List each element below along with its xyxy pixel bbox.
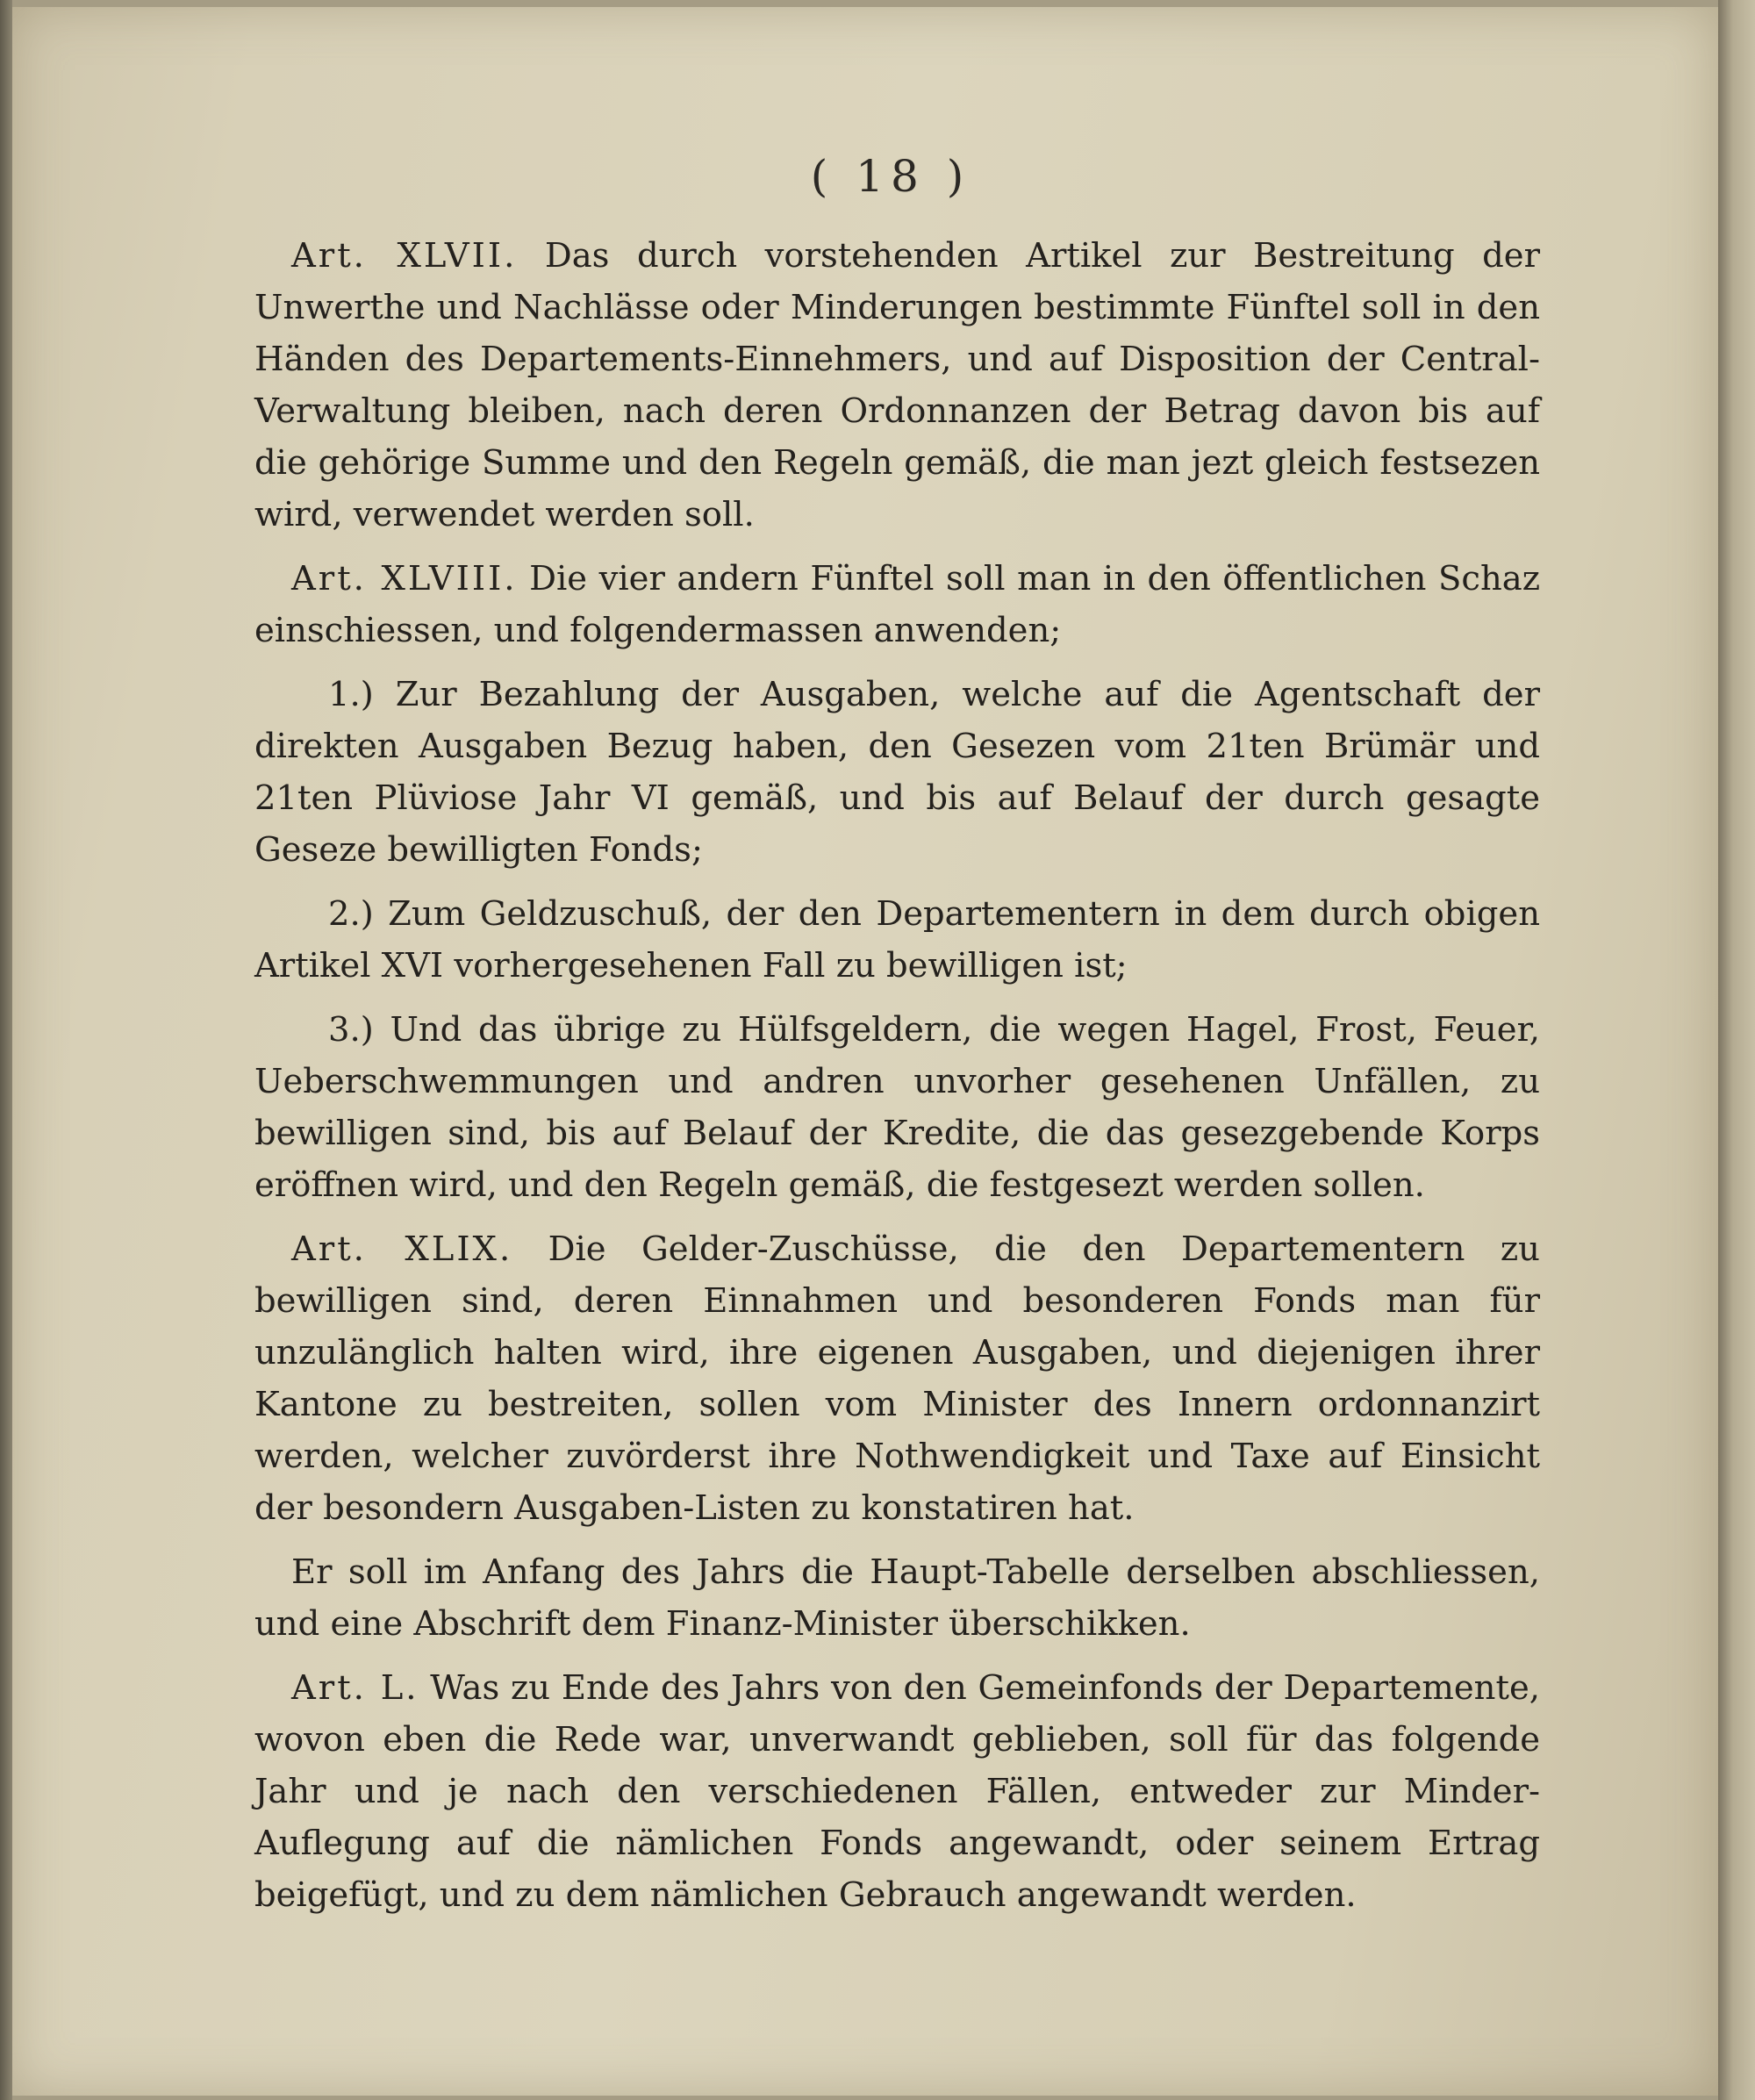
paragraph-text: Er soll im Anfang des Jahrs die Haupt-Tabelle derselben abschliessen, und eine Abschrift dem Finanz-Minister überschikken. bbox=[254, 1552, 1540, 1644]
item-number: 2.) bbox=[328, 894, 374, 934]
item-text: Zur Bezahlung der Ausgaben, welche auf die Agentschaft der direkten Ausgaben Bezug haben, den Gesezen vom 21ten Brümär und 21ten Plüviose Jahr VI gemäß, und bis auf Belauf der durch gesagte Geseze bewilligten Fonds; bbox=[254, 675, 1540, 870]
article-xlvii bbox=[254, 230, 1540, 541]
article-text: Die Gelder-Zuschüsse, die den Departementern zu bewilligen sind, deren Einnahmen und besonderen Fonds man für unzulänglich halten wird, ihre eigenen Ausgaben, und diejenigen ihrer Kantone zu bestreiten, sollen vom Minister des Innern ordonnanzirt werden, welcher zuvörderst ihre Nothwendigkeit und Taxe auf Einsicht der besondern Ausgaben-Listen zu konstatiren hat. bbox=[254, 1229, 1540, 1528]
list-item-2 bbox=[254, 888, 1540, 992]
item-number: 3.) bbox=[328, 1010, 374, 1050]
article-label: Art. XLIX. bbox=[291, 1229, 513, 1269]
item-number: 1.) bbox=[328, 675, 374, 714]
article-xlviii bbox=[254, 553, 1540, 656]
article-text: Das durch vorstehenden Artikel zur Bestreitung der Unwerthe und Nachlässe oder Minderungen bestimmte Fünftel soll in den Händen des Departements-Einnehmers, und auf Disposition der Central-Verwaltung bleiben, nach deren Ordonnanzen der Betrag davon bis auf die gehörige Summe und den Regeln gemäß, die man jezt gleich festsezen wird, verwendet werden soll. bbox=[254, 236, 1540, 534]
article-label: Art. XLVIII. bbox=[291, 559, 518, 598]
list-item-1 bbox=[254, 669, 1540, 876]
article-l bbox=[254, 1662, 1540, 1921]
page-stack-edge bbox=[1718, 0, 1755, 2100]
article-label: Art. L. bbox=[291, 1668, 419, 1708]
plain-paragraph bbox=[254, 1546, 1540, 1650]
page-body bbox=[254, 230, 1540, 1921]
item-text: Zum Geldzuschuß, der den Departementern in dem durch obigen Artikel XVI vorhergesehenen Fall zu bewilligen ist; bbox=[254, 894, 1540, 985]
book-gutter-edge bbox=[0, 0, 12, 2100]
article-xlix bbox=[254, 1223, 1540, 1534]
item-text: Und das übrige zu Hülfsgeldern, die wegen Hagel, Frost, Feuer, Ueberschwemmungen und andren unvorher gesehenen Unfällen, zu bewilligen sind, bis auf Belauf der Kredite, die das gesezgebende Korps eröffnen wird, und den Regeln gemäß, die festgesezt werden sollen. bbox=[254, 1010, 1540, 1205]
list-item-3 bbox=[254, 1004, 1540, 1211]
page-number: ( 18 ) bbox=[810, 151, 971, 202]
article-label: Art. XLVII. bbox=[291, 236, 518, 276]
article-text: Die vier andern Fünftel soll man in den öffentlichen Schaz einschiessen, und folgendermassen anwenden; bbox=[254, 559, 1540, 650]
article-text: Was zu Ende des Jahrs von den Gemeinfonds der Departemente, wovon eben die Rede war, unverwandt geblieben, soll für das folgende Jahr und je nach den verschiedenen Fällen, entweder zur Minder-Auflegung auf die nämlichen Fonds angewandt, oder seinem Ertrag beigefügt, und zu dem nämlichen Gebrauch angewandt werden. bbox=[254, 1668, 1540, 1915]
